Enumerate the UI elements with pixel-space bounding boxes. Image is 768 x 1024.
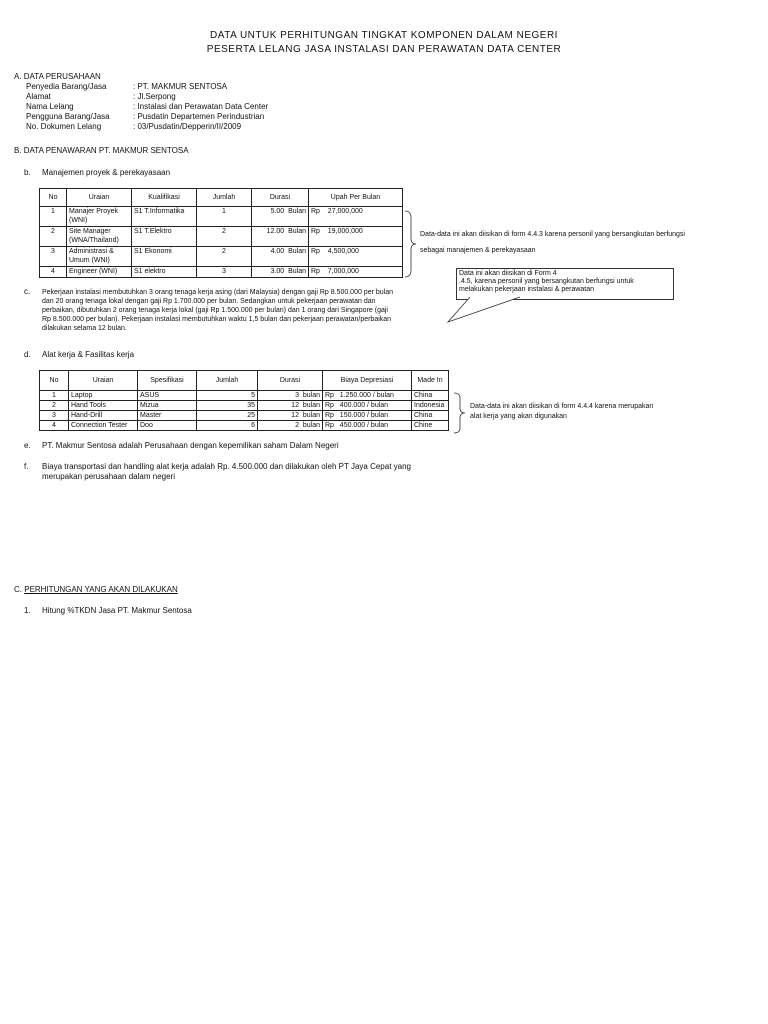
cell-made-in: Chine [412, 421, 449, 431]
col-jumlah: Jumlah [197, 189, 252, 207]
col-durasi: Durasi [258, 371, 323, 391]
cell-biaya [323, 391, 412, 401]
note-form-444-cont: alat kerja yang akan digunakan [470, 413, 567, 420]
biaya-value: 1.250.000 / bulan [339, 392, 394, 399]
value-alamat: : Jl.Serpong [133, 92, 176, 101]
cell-durasi [258, 401, 323, 411]
item-c1-label: 1. [24, 606, 31, 615]
durasi-unit: Bulan [288, 248, 306, 255]
table-row [40, 207, 403, 227]
table-row [40, 247, 403, 267]
item-c-line: Pekerjaan instalasi membutuhkan 3 orang tenaga kerja asing (dari Malaysia) dengan gaji Rp 8.500.000 per bulan [42, 289, 393, 296]
cell-spesifikasi: ASUS [138, 391, 197, 401]
item-f-line2: merupakan perusahaan dalam negeri [42, 472, 175, 481]
upah-value: 4,500,000 [327, 248, 359, 255]
cell-jumlah: 1 [197, 207, 252, 227]
item-c-paragraph [42, 288, 452, 333]
durasi-unit: Bulan [288, 268, 306, 275]
cell-upah [309, 267, 403, 278]
item-c1-text: Hitung %TKDN Jasa PT. Makmur Sentosa [42, 606, 192, 615]
currency: Rp [325, 412, 334, 419]
cell-no: 2 [40, 401, 69, 411]
currency: Rp [311, 268, 320, 275]
durasi-value: 12 [291, 402, 299, 409]
cell-uraian: Manajer Proyek (WNI) [67, 207, 132, 227]
equipment-table [39, 370, 449, 431]
label-pengguna: Pengguna Barang/Jasa [26, 112, 110, 121]
personnel-table [39, 188, 403, 278]
callout-line3: melakukan pekerjaan instalasi & perawatan [459, 286, 595, 293]
section-a-values [133, 82, 268, 132]
cell-biaya [323, 421, 412, 431]
item-c-line: perbaikan, dibutuhkan 2 orang tenaga kerja lokal (gaji Rp 1.500.000 per bulan) dan 1 orang dari Singapore (gaji [42, 307, 388, 314]
durasi-unit: Bulan [288, 228, 306, 235]
callout-line2: .4.5, karena personil yang bersangkutan berfungsi untuk [459, 278, 634, 285]
cell-upah [309, 227, 403, 247]
item-c-line: dan 20 orang tenaga lokal dengan gaji Rp 1.700.000 per bulan. Sedangkan untuk pekerjaan perawatan dan [42, 298, 376, 305]
cell-jumlah: 3 [197, 267, 252, 278]
item-c-label: c. [24, 287, 31, 296]
item-c-line: dilakukan selama 12 bulan. [42, 325, 127, 332]
cell-jumlah: 2 [197, 227, 252, 247]
value-penyedia: : PT. MAKMUR SENTOSA [133, 82, 228, 91]
item-e-label: e. [24, 441, 31, 450]
note-form-443: Data-data ini akan diisikan di form 4.4.3 karena personil yang bersangkutan berfungsi [420, 231, 685, 238]
label-alamat: Alamat [26, 92, 51, 101]
cell-made-in: China [412, 411, 449, 421]
note-form-443-cont: sebagai manajemen & perekayasaan [420, 247, 536, 254]
cell-no: 1 [40, 391, 69, 401]
biaya-value: 400.000 / bulan [339, 402, 389, 409]
callout-pointer [440, 288, 530, 328]
section-c-heading: PERHITUNGAN YANG AKAN DILAKUKAN [24, 585, 178, 594]
cell-durasi [252, 267, 309, 278]
cell-no: 3 [40, 411, 69, 421]
table-row [40, 421, 449, 431]
cell-no: 1 [40, 207, 67, 227]
durasi-unit: bulan [302, 412, 320, 419]
cell-made-in: China [412, 391, 449, 401]
cell-kualifikasi: S1 elektro [132, 267, 197, 278]
cell-no: 4 [40, 267, 67, 278]
currency: Rp [311, 228, 320, 235]
item-b-label: b. [24, 168, 31, 177]
col-no: No [40, 371, 69, 391]
durasi-unit: Bulan [288, 208, 306, 215]
col-biaya: Biaya Depresiasi [323, 371, 412, 391]
cell-upah [309, 247, 403, 267]
cell-no: 2 [40, 227, 67, 247]
col-uraian: Uraian [67, 189, 132, 207]
currency: Rp [325, 402, 334, 409]
upah-value: 19,000,000 [327, 228, 363, 235]
label-nama-lelang: Nama Lelang [26, 102, 74, 111]
cell-spesifikasi: Mizua [138, 401, 197, 411]
label-no-dokumen: No. Dokumen Lelang [26, 122, 102, 131]
durasi-unit: bulan [302, 402, 320, 409]
cell-jumlah: 6 [197, 421, 258, 431]
cell-biaya [323, 411, 412, 421]
cell-durasi [252, 247, 309, 267]
col-uraian: Uraian [69, 371, 138, 391]
cell-uraian: Hand-Drill [69, 411, 138, 421]
durasi-value: 5.00 [270, 208, 285, 215]
durasi-value: 4.00 [270, 248, 285, 255]
durasi-unit: bulan [302, 422, 320, 429]
table-header-row [40, 371, 449, 391]
durasi-value: 12 [291, 412, 299, 419]
cell-spesifikasi: Doo [138, 421, 197, 431]
doc-title-line2: PESERTA LELANG JASA INSTALASI DAN PERAWATAN DATA CENTER [206, 44, 562, 55]
table-row [40, 411, 449, 421]
cell-uraian: Connection Tester [69, 421, 138, 431]
col-no: No [40, 189, 67, 207]
col-durasi: Durasi [252, 189, 309, 207]
durasi-value: 3 [295, 392, 299, 399]
cell-no: 3 [40, 247, 67, 267]
cell-no: 4 [40, 421, 69, 431]
cell-biaya [323, 401, 412, 411]
biaya-value: 450.000 / bulan [339, 422, 389, 429]
cell-spesifikasi: Master [138, 411, 197, 421]
cell-durasi [252, 227, 309, 247]
section-b-title: B. DATA PENAWARAN PT. MAKMUR SENTOSA [14, 146, 189, 155]
brace-table2 [452, 392, 466, 434]
doc-title-line1: DATA UNTUK PERHITUNGAN TINGKAT KOMPONEN DALAM NEGERI [210, 30, 558, 41]
section-c-prefix: C. [14, 585, 22, 594]
durasi-unit: bulan [302, 392, 320, 399]
item-d-text: Alat kerja & Fasilitas kerja [42, 350, 135, 359]
currency: Rp [325, 422, 334, 429]
durasi-value: 3.00 [270, 268, 285, 275]
value-nama-lelang: : Instalasi dan Perawatan Data Center [133, 102, 269, 111]
cell-jumlah: 5 [197, 391, 258, 401]
item-d-label: d. [24, 350, 31, 359]
cell-kualifikasi: S1 T.Elektro [132, 227, 197, 247]
currency: Rp [311, 248, 320, 255]
cell-uraian: Engineer (WNI) [67, 267, 132, 278]
cell-jumlah: 2 [197, 247, 252, 267]
value-pengguna: : Pusdatin Departemen Perindustrian [133, 112, 265, 121]
cell-kualifikasi: S1 Ekonomi [132, 247, 197, 267]
item-f-label: f. [24, 462, 29, 471]
cell-upah [309, 207, 403, 227]
table-row [40, 227, 403, 247]
section-a-labels [26, 82, 110, 132]
cell-uraian: Administrasi & Umum (WNI) [67, 247, 132, 267]
item-e-text: PT. Makmur Sentosa adalah Perusahaan dengan kepemilikan saham Dalam Negeri [42, 441, 339, 450]
cell-jumlah: 25 [197, 411, 258, 421]
biaya-value: 150.000 / bulan [339, 412, 389, 419]
section-c-title [14, 585, 178, 595]
table-row [40, 401, 449, 411]
note-form-444: Data-data ini akan diisikan di form 4.4.4 karena merupakan [470, 403, 654, 410]
col-made-in: Made In [412, 371, 449, 391]
col-spesifikasi: Spesifikasi [138, 371, 197, 391]
table-row [40, 391, 449, 401]
cell-durasi [258, 411, 323, 421]
cell-durasi [258, 391, 323, 401]
cell-kualifikasi: S1 T.Informatika [132, 207, 197, 227]
table-header-row [40, 189, 403, 207]
cell-uraian: Laptop [69, 391, 138, 401]
durasi-value: 2 [295, 422, 299, 429]
cell-made-in: Indonesia [412, 401, 449, 411]
upah-value: 7,000,000 [327, 268, 359, 275]
cell-uraian: Site Manager (WNA/Thailand) [67, 227, 132, 247]
item-c-line: Rp 8.500.000 per bulan). Pekerjaan instalasi membutuhkan waktu 1,5 bulan dan pekerjaan perawatan/perbaikan [42, 316, 392, 323]
table-row [40, 267, 403, 278]
label-penyedia: Penyedia Barang/Jasa [26, 82, 107, 91]
currency: Rp [325, 392, 334, 399]
cell-uraian: Hand Tools [69, 401, 138, 411]
col-kualifikasi: Kualifikasi [132, 189, 197, 207]
brace-table1 [403, 210, 417, 278]
col-upah: Upah Per Bulan [309, 189, 403, 207]
cell-durasi [258, 421, 323, 431]
item-b-text: Manajemen proyek & perekayasaan [42, 168, 171, 177]
value-no-dokumen: : 03/Pusdatin/Depperin/II/2009 [133, 122, 242, 131]
cell-durasi [252, 207, 309, 227]
section-a-title: A. DATA PERUSAHAAN [14, 72, 101, 81]
cell-jumlah: 35 [197, 401, 258, 411]
item-f-line1: Biaya transportasi dan handling alat kerja adalah Rp. 4.500.000 dan dilakukan oleh PT Jaya Cepat yang [42, 462, 411, 471]
durasi-value: 12.00 [266, 228, 285, 235]
callout-line1: Data ini akan diisikan di Form 4 [459, 270, 557, 277]
col-jumlah: Jumlah [197, 371, 258, 391]
currency: Rp [311, 208, 320, 215]
upah-value: 27,000,000 [327, 208, 363, 215]
